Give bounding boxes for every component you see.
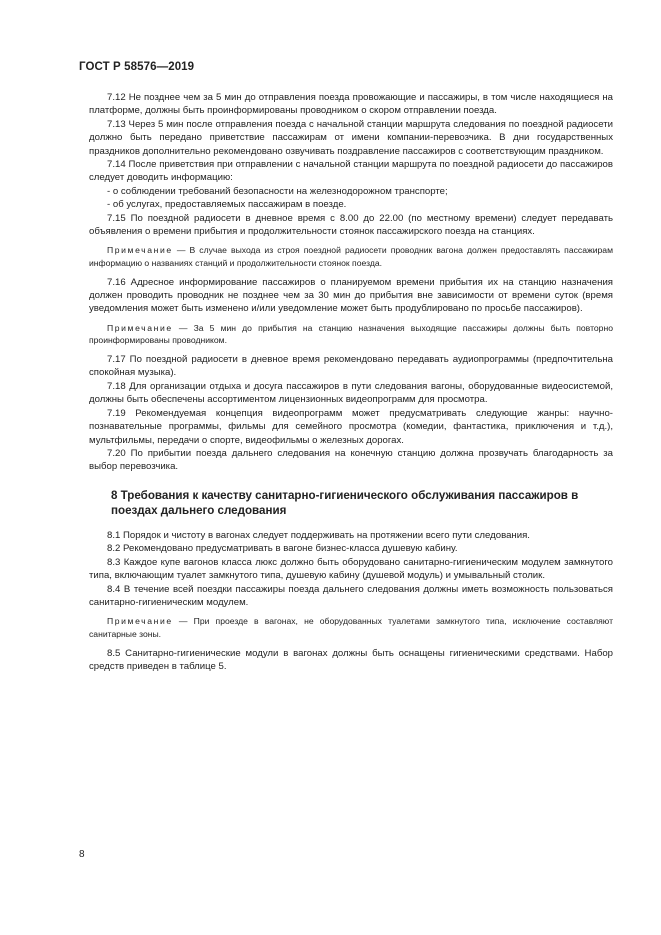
- note-text: — За 5 мин до прибытия на станцию назначения выходящие пассажиры должны быть повторно проинформированы проводником.: [89, 322, 613, 346]
- note-text: — При проезде в вагонах, не оборудованных туалетами замкнутого типа, исключение составляют санитарные зоны.: [89, 616, 613, 639]
- page-number: 8: [79, 849, 85, 860]
- note: [89, 322, 613, 347]
- clause-7-15: 7.15 По поездной радиосети в дневное время с 8.00 до 22.00 (по местному времени) следует передавать объявления о времени прибытия и продолжительности стоянок пассажирского поезда на станциях.: [89, 212, 613, 238]
- note-label: Примечание: [107, 322, 173, 333]
- clause-7-19: 7.19 Рекомендуемая концепция видеопрограмм может предусматривать следующие жанры: научно-познавательные программы, фильмы для семейного просмотра (комедии, фантастика, приключения и т.д.), мультфильмы, передачи о спорте, видеофильмы о железных дорогах.: [89, 407, 613, 446]
- clause-7-17: 7.17 По поездной радиосети в дневное время рекомендовано передавать аудиопрограммы (предпочтительна спокойная музыка).: [89, 354, 613, 379]
- section-8-heading: 8 Требования к качеству санитарно-гигиенического обслуживания пассажиров в поездах дальнего следования: [111, 488, 579, 518]
- clause-8-1: 8.1 Порядок и чистоту в вагонах следует поддерживать на протяжении всего пути следования.: [107, 529, 530, 541]
- clause-7-13: 7.13 Через 5 мин после отправления поезда с начальной станции маршрута следования по поездной радиосети должно быть передано приветствие пассажирам от имени компании-перевозчика. В дни государственных праздников дополнительно рекомендовано озвучивать поздравление пассажиров с соответствующим праздником.: [89, 118, 613, 157]
- note: [89, 615, 613, 640]
- clause-7-12: 7.12 Не позднее чем за 5 мин до отправления поезда провожающие и пассажиры, в том числе находящиеся на платформе, должны быть проинформированы проводником о скором отправлении поезда.: [89, 92, 613, 117]
- clause-7-14: 7.14 После приветствия при отправлении с начальной станции маршрута по поездной радиосети до пассажиров следует доводить информацию:: [89, 159, 613, 184]
- document-code-header: ГОСТ Р 58576—2019: [79, 61, 195, 73]
- clause-8-2: 8.2 Рекомендовано предусматривать в вагоне бизнес-класса душевую кабину.: [107, 543, 458, 555]
- note-label: Примечание: [107, 245, 173, 256]
- clause-7-16: 7.16 Адресное информирование пассажиров о планируемом времени прибытия их на станцию назначения должен проводить проводник не позднее чем за 30 мин до прибытия вне зависимости от времени суток (время уведомления может быть изменено и/или уведомление может быть продублировано по просьбе пассажиров).: [89, 276, 613, 315]
- note-label: Примечание: [107, 616, 173, 627]
- clause-7-18: 7.18 Для организации отдыха и досуга пассажиров в пути следования вагоны, оборудованные видеосистемой, должны быть обеспечены ассортиментом лицензионных видеопрограмм для просмотра.: [89, 380, 613, 406]
- clause-8-5: 8.5 Санитарно-гигиенические модули в вагонах должны быть оснащены гигиеническими средствами. Набор средств приведен в таблице 5.: [89, 647, 613, 672]
- note-text: — В случае выхода из строя поездной радиосети проводник вагона должен предоставлять пассажирам информацию о названиях станций и продолжительности стоянок поезда.: [89, 245, 613, 269]
- document-body: [89, 91, 613, 673]
- bullet-item: - об услугах, предоставляемых пассажирам в поезде.: [107, 199, 347, 211]
- clause-8-3: 8.3 Каждое купе вагонов класса люкс должно быть оборудовано санитарно-гигиеническим модулем замкнутого типа, включающим туалет замкнутого типа, душевую кабину (душевой модуль) и умывальный столик.: [89, 556, 613, 582]
- clause-7-20: 7.20 По прибытии поезда дальнего следования на конечную станцию должна прозвучать благодарность за выбор перевозчика.: [89, 447, 613, 473]
- clause-8-4: 8.4 В течение всей поездки пассажиры поезда дальнего следования должны иметь возможность пользоваться санитарно-гигиеническим модулем.: [89, 583, 613, 608]
- note: [89, 244, 613, 269]
- bullet-item: - о соблюдении требований безопасности на железнодорожном транспорте;: [107, 185, 448, 197]
